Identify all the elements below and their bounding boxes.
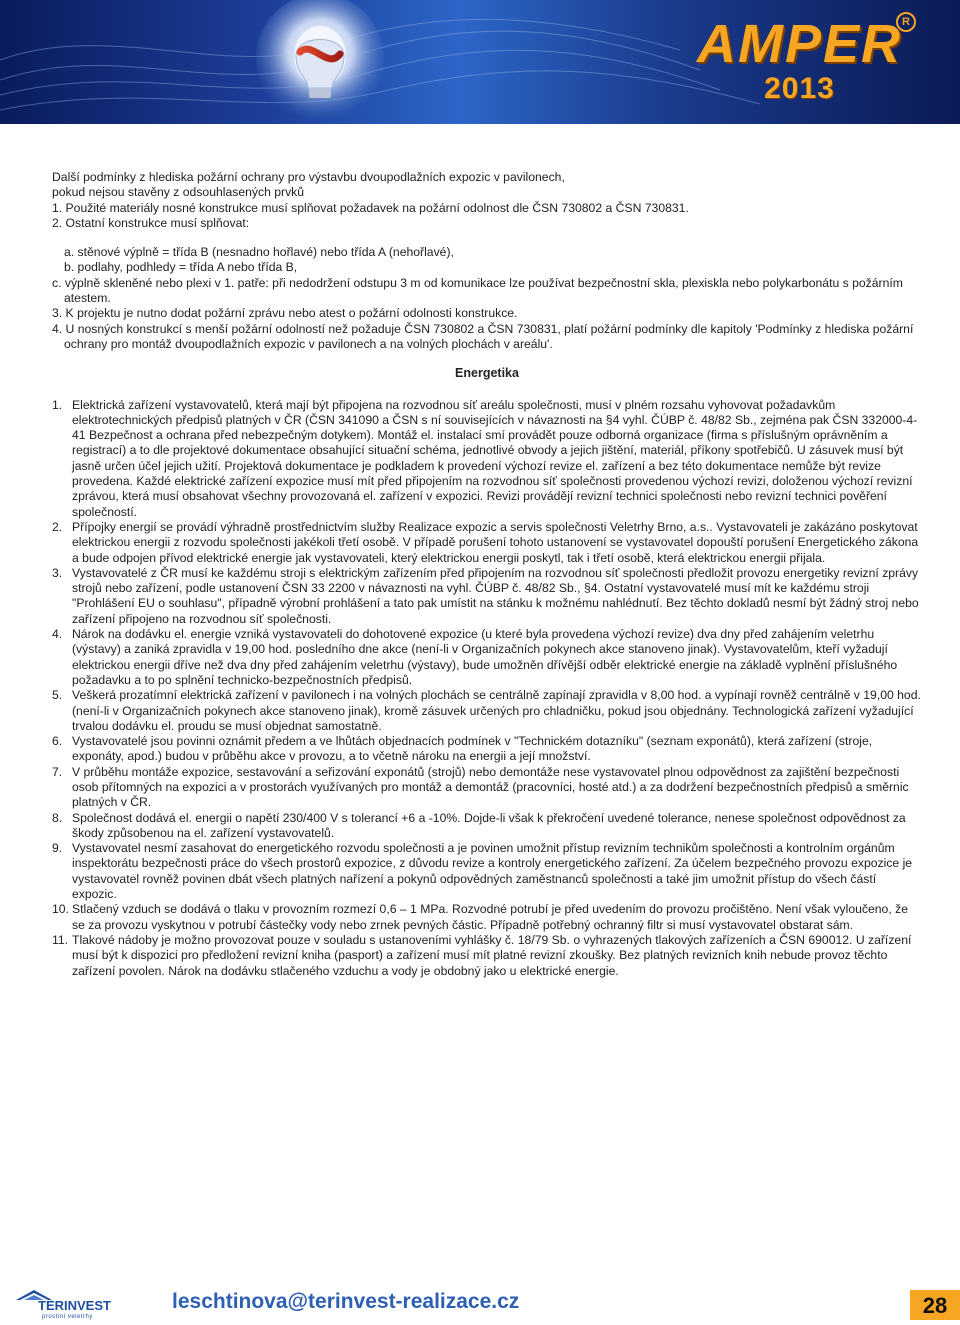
list-item xyxy=(52,566,922,627)
item-number: 5. xyxy=(52,688,63,703)
item-text: Elektrická zařízení vystavovatelů, která mají být připojena na rozvodnou síť areálu společnosti, musí v plném rozsahu vyhovovat požadavkům elektrotechnických předpisů platných v ČR (ČSN 341090 a ČSN s ní souvisejících v návaznosti na §4 vyhl. ČÚBP č. 48/82 Sb., zejména pak ČSN 332000-4-41 Bezpečnost a ochrana před nebezpečným dotykem). Montáž el. instalací smí provádět pouze odborná organizace (firma s příslušným oprávněním a registrací) a to dle projektové dokumentace obsahující situační schéma, jednotlivé obvody a jejich jištění, materiál, příkony spotřebičů. U zásuvek musí být jasně určen účel jejich užití. Projektová dokumentace je podkladem k provedení výchozí revize el. zařízení a bez této dokumentace nemůže být revize provedena. Každé elektrické zařízení expozice musí mít před připojením na rozvodnou síť společnosti provedenou výchozí revizi, doloženou výchozí revizní zprávou, která musí obsahovat všechny provozovaná el. zařízení v expozici. Revizi provádějí revizní technici společnosti nebo revizní technici pověření společností. xyxy=(72,397,918,519)
contact-email-link[interactable]: leschtinova@terinvest-realizace.cz xyxy=(172,1290,520,1313)
list-item xyxy=(52,811,922,842)
terinvest-logo xyxy=(14,1286,126,1320)
item-text: Nárok na dodávku el. energie vzniká vystavovateli do dohotovené expozice (u které byla provedena výchozí revize) dva dny před zahájením veletrhu (výstavy) a zaniká zpravidla v 19,00 hod. posledního dne akce (není-li v Organizačních pokynech akce stanoveno jinak). Vystavovatelům, kteří vyžadují elektrickou energii dříve než dva dny před zahájením veletrhu (výstavy), bude umožněn dřívější odběr elektrické energie na základě vyplnění příslušného požadavku a to po splnění technicko-bezpečnostních předpisů. xyxy=(72,627,898,687)
item-text: Vystavovatel nesmí zasahovat do energetického rozvodu společnosti a je povinen umožnit přístup revizním technikům společnosti a kontrolním orgánům inspektorátu bezpečnosti práce do všech prostorů expozice, z důvodu revize a kontroly energetického zařízení. Za účelem bezpečného provozu expozice je vystavovatel rovněž povinen dbát všech platných nařízení a pokynů odpovědných zaměstnanců společnosti a také jim umožnit přístup do všech částí expozic. xyxy=(72,841,913,902)
item-number: 3. xyxy=(52,565,63,580)
brand-year: 2013 xyxy=(764,72,835,105)
intro-line-1: Další podmínky z hlediska požární ochrany pro výstavbu dvoupodlažních expozic v pavilonech, xyxy=(52,170,565,184)
item-text: Vystavovatelé jsou povinni oznámit předem a ve lhůtách objednacích podmínek v "Technickém dotazníku" (seznam exponátů), která zařízení (stroje, exponáty, apod.) budou v průběhu akce v provozu, a to včetně nároku na energii a její množství. xyxy=(72,734,873,764)
item-text: V průběhu montáže expozice, sestavování a seřizování exponátů (strojů) nebo demontáže nese vystavovatel plnou odpovědnost za zajištění bezpečnosti osob přítomných na expozici a v prostorách využívaných pro montáž a demontáž (pracovníci, hosté atd.) a za dodržení bezpečnostních předpisů a směrnic platných v ČR. xyxy=(72,764,909,810)
intro-line-4: 2. Ostatní konstrukce musí splňovat: xyxy=(52,215,250,230)
list-item xyxy=(52,520,922,566)
terinvest-logo-icon xyxy=(14,1286,126,1320)
bulb-globe-icon xyxy=(256,0,384,122)
energetika-list xyxy=(52,398,922,979)
item-number: 7. xyxy=(52,764,63,779)
item-text: Tlakové nádoby je možno provozovat pouze v souladu s ustanoveními vyhlášky č. 18/79 Sb. o vyhrazených tlakových zařízeních a ČSN 690012. U zařízení musí být k dispozici pro předložení revizní kniha (pasport) a zařízení musí mít platné revizní zkoušky. Bez platných revizních knih nebude provoz těchto zařízení povolen. Nárok na dodávku stlačeného vzduchu a vody je obdobný jako u elektrické energie. xyxy=(72,932,912,978)
item-number: 9. xyxy=(52,841,63,856)
item-number: 2. xyxy=(52,519,63,534)
section-title: Energetika xyxy=(455,366,519,381)
sublist-item-c: c. výplně skleněné nebo plexi v 1. patře: při nedodržení odstupu 3 m od komunikace lze používat bezpečnostní skla, plexiskla nebo polykarbonátu s požárním atestem. xyxy=(52,275,903,306)
item-number: 6. xyxy=(52,734,63,749)
list-item xyxy=(52,398,922,520)
item-text: Společnost dodává el. energii o napětí 230/400 V s tolerancí +6 a -10%. Dojde-li však k překročení uvedené tolerance, nenese společnost odpovědnost za škody způsobenou na el. zařízení vystavovatelů. xyxy=(72,810,906,840)
intro-line-3: 1. Použité materiály nosné konstrukce musí splňovat požadavek na požární odolnost dle ČSN 730802 a ČSN 730831. xyxy=(52,200,689,215)
intro-line-2: pokud nejsou stavěny z odsouhlasených prvků xyxy=(52,185,305,200)
list-item xyxy=(52,627,922,688)
list-item xyxy=(52,902,922,933)
item-text: Veškerá prozatímní elektrická zařízení v pavilonech i na volných plochách se centrálně zapínají zpravidla v 8,00 hod. a vypínají rovněž centrálně v 19,00 hod. (není-li v Organizačních pokynech akce stanoveno jinak), kromě zásuvek určených pro chladničku, pokud jsou objednány. Technologická zařízení vyžadující trvalou dodávku el. proudu se musí objednat samostatně. xyxy=(72,688,921,733)
sublist-item-b: b. podlahy, podhledy = třída A nebo třída B, xyxy=(64,260,298,275)
document-body xyxy=(52,170,922,979)
list-item xyxy=(52,841,922,902)
rule-3: 3. K projektu je nutno dodat požární zprávu nebo atest o požární odolnosti konstrukce. xyxy=(52,306,518,321)
item-text: Vystavovatelé z ČR musí ke každému stroji s elektrickým zařízením před připojením na rozvodnou síť společnosti předložit provozu energetiky revizní zprávy strojů nebo zařízení, podle ustanovení ČSN 33 2200 v návaznosti na vyhl. ČÚBP č. 48/82 Sb., §4. Ostatní vystavovatelé musí mít ke každému stroji "Prohlášení EU o souhlasu", případně výrobní prohlášení a tato pak umístit na stánku k možnému nahlédnutí. Bez těchto dokladů nesmí být žádný stroj nebo zařízení připojeno na rozvodnou síť společnosti. xyxy=(72,565,919,626)
header-banner xyxy=(0,0,960,124)
brand-logo xyxy=(697,16,902,106)
registered-mark: R xyxy=(896,12,916,32)
item-number: 8. xyxy=(52,810,63,825)
logo-subtitle: prostiní veletrhy xyxy=(42,1314,93,1320)
item-number: 1. xyxy=(52,397,63,412)
sublist-item-a: a. stěnové výplně = třída B (nesnadno hořlavé) nebo třída A (nehořlavé), xyxy=(64,245,454,260)
list-item xyxy=(52,734,922,765)
list-item xyxy=(52,933,922,979)
brand-name: AMPER xyxy=(696,14,902,74)
item-text: Stlačený vzduch se dodává o tlaku v provozním rozmezí 0,6 – 1 MPa. Rozvodné potrubí je před uvedením do provozu pročištěno. Není však vyloučeno, že se za provozu vyskytnou v potrubí částečky vody nebo zrnek pevných částic. Případně potřebný ochranný filtr si musí vystavovatel obstarat sám. xyxy=(72,902,908,932)
spacer xyxy=(52,231,922,245)
page-number: 28 xyxy=(910,1290,960,1320)
list-item xyxy=(52,765,922,811)
item-number: 4. xyxy=(52,627,63,642)
item-number: 11. xyxy=(52,932,69,947)
logo-text: TERINVEST xyxy=(38,1298,111,1313)
item-number: 10. xyxy=(52,902,69,917)
list-item xyxy=(52,688,922,734)
rule-4: 4. U nosných konstrukcí s menší požární odolností než požaduje ČSN 730802 a ČSN 730831, platí požární podmínky dle kapitoly 'Podmínky z hlediska požární ochrany pro montáž dvoupodlažních expozic v pavilonech a na volných plochách v areálu'. xyxy=(52,321,914,351)
item-text: Přípojky energií se provádí výhradně prostřednictvím služby Realizace expozic a servis společnosti Veletrhy Brno, a.s.. Vystavovateli je zakázáno poskytovat elektrickou energii z rozvodu společnosti jakékoli třetí osobě. V případě porušení tohoto ustanovení se vystavovatel dopouští porušení Energetického zákona a bude odpojen přívod elektrické energie jak vystavovateli, který elektrickou energii poskytl, tak i třetí osobě, která elektrickou energii přijala. xyxy=(72,519,919,565)
